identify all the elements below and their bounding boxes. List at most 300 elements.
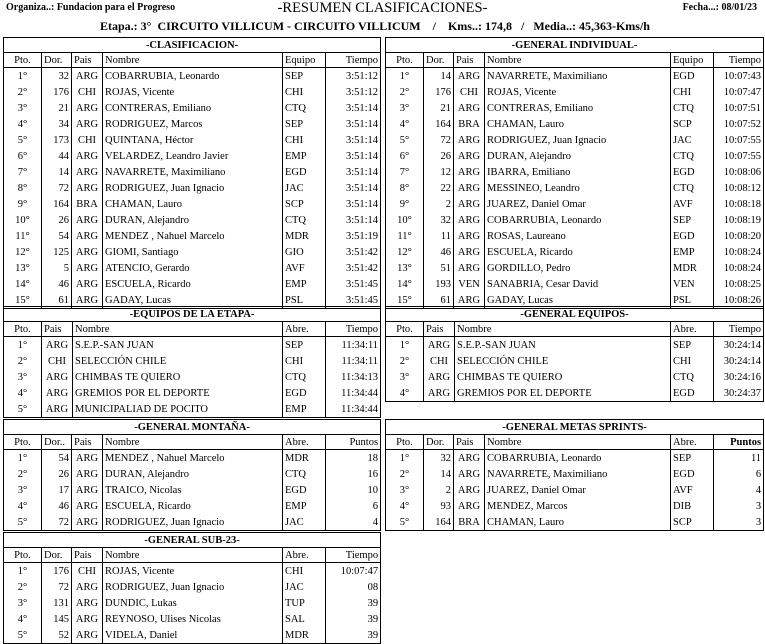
table-cell: CHI — [42, 353, 73, 369]
table-cell: 30:24:16 — [714, 369, 764, 385]
table-cell: CTQ — [283, 212, 326, 228]
table-cell: 10 — [326, 482, 381, 498]
table-cell: 5 — [42, 260, 72, 276]
column-header: Nombre — [73, 322, 283, 337]
table-cell: 2° — [386, 353, 424, 369]
table-cell: TRAICO, Nicolas — [103, 482, 283, 498]
table-cell: ATENCIO, Gerardo — [103, 260, 283, 276]
column-header: Tiempo — [326, 548, 381, 563]
table-row — [386, 260, 764, 276]
table-cell: MDR — [283, 450, 326, 467]
table-cell: ARG — [454, 164, 485, 180]
table-cell: IBARRA, Emiliano — [485, 164, 671, 180]
table-cell: 39 — [326, 595, 381, 611]
table-cell: ARG — [72, 228, 103, 244]
column-header: Pto. — [386, 435, 424, 450]
table-cell: SCP — [671, 116, 714, 132]
table-cell: 3° — [4, 595, 42, 611]
column-header: Pais — [72, 53, 103, 68]
column-header: Tiempo — [714, 322, 764, 337]
table-row — [4, 212, 381, 228]
table-row — [4, 450, 381, 467]
column-header: Pais — [72, 435, 103, 450]
table-cell: 3° — [386, 482, 424, 498]
table-cell: AVF — [283, 260, 326, 276]
table-row — [4, 260, 381, 276]
section-title: -GENERAL METAS SPRINTS- — [386, 420, 764, 435]
stage-sep: / — [432, 19, 436, 33]
column-header: Dor.. — [42, 435, 72, 450]
table-cell: CTQ — [283, 466, 326, 482]
table-cell: EGD — [283, 164, 326, 180]
table-cell: 3° — [386, 369, 424, 385]
table-cell: 3° — [4, 100, 42, 116]
table-cell: MENDEZ, Marcos — [485, 498, 671, 514]
column-header: Pais — [454, 53, 485, 68]
table-cell: JAC — [283, 579, 326, 595]
table-cell: SEP — [671, 212, 714, 228]
table-cell: TUP — [283, 595, 326, 611]
table-cell: 10° — [4, 212, 42, 228]
table-row — [4, 164, 381, 180]
table-cell: 3:51:42 — [326, 244, 381, 260]
column-header: Nombre — [485, 53, 671, 68]
table-row — [386, 132, 764, 148]
table-cell: 3:51:14 — [326, 164, 381, 180]
column-header: Puntos — [714, 435, 764, 450]
table-cell: 46 — [42, 276, 72, 292]
table-cell: JAC — [671, 132, 714, 148]
table-cell: ESCUELA, Ricardo — [103, 276, 283, 292]
table-row — [386, 116, 764, 132]
table-cell: ARG — [72, 595, 103, 611]
table-cell: JAC — [283, 180, 326, 196]
date-label: Fecha...: 08/01/23 — [682, 2, 757, 13]
table-cell: CHIMBAS TE QUIERO — [73, 369, 283, 385]
table-cell: EMP — [283, 498, 326, 514]
table-cell: 8° — [4, 180, 42, 196]
column-header: Abre. — [283, 548, 326, 563]
table-cell: 14° — [386, 276, 424, 292]
column-header: Pais — [72, 548, 103, 563]
table-cell: 15° — [386, 292, 424, 309]
table-cell: 10:08:19 — [714, 212, 764, 228]
table-cell: SANABRIA, Cesar David — [485, 276, 671, 292]
table-cell: 11° — [386, 228, 424, 244]
table-cell: 14° — [4, 276, 42, 292]
table-cell: GIO — [283, 244, 326, 260]
column-header: Dor. — [42, 548, 72, 563]
table-cell: 15° — [4, 292, 42, 309]
table-cell: ARG — [72, 116, 103, 132]
table-row — [4, 482, 381, 498]
column-header: Dor. — [424, 435, 454, 450]
table-cell: 1° — [386, 68, 424, 85]
table-row — [4, 563, 381, 580]
table-row — [386, 180, 764, 196]
table-cell: DURAN, Alejandro — [485, 148, 671, 164]
table-cell: 1° — [386, 450, 424, 467]
table-cell: 7° — [386, 164, 424, 180]
table-row — [4, 100, 381, 116]
table-cell: 30:24:37 — [714, 385, 764, 402]
table-cell: 72 — [42, 180, 72, 196]
table-cell: S.E.P.-SAN JUAN — [73, 337, 283, 354]
table-cell: AVF — [671, 482, 714, 498]
table-cell: COBARRUBIA, Leonardo — [485, 450, 671, 467]
table-cell: 4° — [386, 385, 424, 402]
table-cell: EMP — [283, 148, 326, 164]
table-row — [386, 196, 764, 212]
table-cell: 10:08:06 — [714, 164, 764, 180]
table-cell: MDR — [671, 260, 714, 276]
table-cell: 2 — [424, 482, 454, 498]
table-cell: ARG — [42, 337, 73, 354]
table-row — [386, 369, 764, 385]
table-cell: GADAY, Lucas — [485, 292, 671, 309]
table-cell: RODRIGUEZ, Juan Ignacio — [103, 579, 283, 595]
table-cell: ARG — [454, 228, 485, 244]
table-cell: CTQ — [671, 148, 714, 164]
table-cell: PSL — [283, 292, 326, 309]
table-cell: COBARRUBIA, Leonardo — [103, 68, 283, 85]
table-cell: 18 — [326, 450, 381, 467]
table-cell: 7° — [4, 164, 42, 180]
table-cell: 12° — [386, 244, 424, 260]
table-cell: 3:51:45 — [326, 292, 381, 309]
table-cell: 39 — [326, 627, 381, 644]
table-cell: MENDEZ , Nahuel Marcelo — [103, 228, 283, 244]
table-cell: 14 — [424, 466, 454, 482]
column-header: Abre. — [283, 322, 326, 337]
table-cell: 2° — [386, 84, 424, 100]
table-cell: 30:24:14 — [714, 353, 764, 369]
table-cell: VEN — [671, 276, 714, 292]
table-cell: VELARDEZ, Leandro Javier — [103, 148, 283, 164]
table-row — [4, 148, 381, 164]
table-cell: ARG — [72, 450, 103, 467]
table-cell: 1° — [386, 337, 424, 354]
table-cell: CHI — [454, 84, 485, 100]
table-row — [386, 450, 764, 467]
table-cell: S.E.P.-SAN JUAN — [455, 337, 671, 354]
table-cell: 21 — [424, 100, 454, 116]
column-header: Tiempo — [326, 322, 381, 337]
table-cell: ARG — [42, 385, 73, 401]
table-cell: 164 — [424, 116, 454, 132]
column-header: Equipo — [671, 53, 714, 68]
general-individual-table — [385, 37, 764, 309]
section-title: -GENERAL INDIVIDUAL- — [386, 38, 764, 53]
table-cell: 34 — [42, 116, 72, 132]
table-cell: CTQ — [671, 180, 714, 196]
table-cell: 10:08:20 — [714, 228, 764, 244]
table-cell: 1° — [4, 68, 42, 85]
table-cell: DUNDIC, Lukas — [103, 595, 283, 611]
table-cell: 46 — [424, 244, 454, 260]
table-cell: 10:07:47 — [714, 84, 764, 100]
table-cell: 11:34:11 — [326, 337, 381, 354]
table-cell: 3:51:14 — [326, 212, 381, 228]
table-cell: 26 — [42, 212, 72, 228]
table-cell: QUINTANA, Héctor — [103, 132, 283, 148]
table-cell: 10:08:25 — [714, 276, 764, 292]
table-cell: ARG — [72, 292, 103, 309]
table-cell: CHI — [671, 84, 714, 100]
table-cell: 1° — [4, 337, 42, 354]
table-cell: CHI — [283, 353, 326, 369]
table-cell: CHI — [72, 84, 103, 100]
table-cell: 9° — [4, 196, 42, 212]
column-header: Abre. — [283, 435, 326, 450]
table-cell: 10:07:51 — [714, 100, 764, 116]
table-cell: CHI — [72, 132, 103, 148]
column-header: Tiempo — [714, 53, 764, 68]
table-cell: DURAN, Alejandro — [103, 212, 283, 228]
table-cell: 26 — [424, 148, 454, 164]
table-cell: 26 — [42, 466, 72, 482]
stage-kms: Kms..: 174,8 — [447, 19, 512, 33]
table-cell: 10:07:52 — [714, 116, 764, 132]
general-montana-table — [3, 419, 381, 531]
table-cell: CTQ — [283, 100, 326, 116]
table-row — [386, 68, 764, 85]
table-cell: 21 — [42, 100, 72, 116]
table-cell: CHI — [283, 84, 326, 100]
table-cell: REYNOSO, Ulises Nicolas — [103, 611, 283, 627]
table-cell: 11:34:13 — [326, 369, 381, 385]
general-equipos-table — [385, 306, 764, 402]
table-row — [4, 132, 381, 148]
table-cell: 2° — [4, 466, 42, 482]
table-cell: 10:08:26 — [714, 292, 764, 309]
table-cell: SELECCIÓN CHILE — [73, 353, 283, 369]
table-cell: GIOMI, Santiago — [103, 244, 283, 260]
table-cell: 3:51:12 — [326, 68, 381, 85]
table-cell: SEP — [671, 450, 714, 467]
table-cell: 3:51:14 — [326, 196, 381, 212]
table-cell: CTQ — [283, 369, 326, 385]
table-cell: JUAREZ, Daniel Omar — [485, 482, 671, 498]
table-cell: 176 — [42, 563, 72, 580]
table-cell: 3:51:14 — [326, 116, 381, 132]
table-cell: SELECCIÓN CHILE — [455, 353, 671, 369]
table-cell: ROJAS, Vicente — [485, 84, 671, 100]
table-cell: 8° — [386, 180, 424, 196]
column-header: Dor. — [42, 53, 72, 68]
table-cell: CHI — [424, 353, 455, 369]
table-cell: SCP — [671, 514, 714, 531]
table-cell: SEP — [283, 337, 326, 354]
table-cell: BRA — [72, 196, 103, 212]
table-cell: 3:51:42 — [326, 260, 381, 276]
table-cell: 1° — [4, 450, 42, 467]
table-cell: DURAN, Alejandro — [103, 466, 283, 482]
section-title: -GENERAL SUB-23- — [4, 533, 381, 548]
stage-sep-2: / — [520, 19, 525, 33]
column-header: Nombre — [103, 53, 283, 68]
table-cell: VEN — [454, 276, 485, 292]
table-cell: ARG — [72, 164, 103, 180]
table-cell: 44 — [42, 148, 72, 164]
table-cell: JUAREZ, Daniel Omar — [485, 196, 671, 212]
table-cell: 3 — [714, 498, 764, 514]
table-cell: 5° — [4, 514, 42, 531]
table-cell: ARG — [72, 212, 103, 228]
table-cell: 5° — [4, 401, 42, 418]
table-cell: 3:51:45 — [326, 276, 381, 292]
equipos-etapa-table — [3, 306, 381, 418]
table-row — [386, 212, 764, 228]
table-cell: 3° — [4, 482, 42, 498]
table-cell: 72 — [424, 132, 454, 148]
table-cell: EGD — [671, 68, 714, 85]
table-cell: ARG — [72, 466, 103, 482]
table-cell: ARG — [72, 260, 103, 276]
table-row — [386, 498, 764, 514]
table-cell: SAL — [283, 611, 326, 627]
column-header: Nombre — [103, 548, 283, 563]
table-cell: 6 — [326, 498, 381, 514]
table-cell: 2° — [4, 84, 42, 100]
table-cell: 5° — [386, 132, 424, 148]
general-metas-sprints-table — [385, 419, 764, 531]
table-cell: 14 — [424, 68, 454, 85]
table-cell: 61 — [42, 292, 72, 309]
table-cell: SEP — [671, 337, 714, 354]
table-row — [386, 514, 764, 531]
table-cell: EGD — [671, 466, 714, 482]
table-cell: 10:08:18 — [714, 196, 764, 212]
table-cell: ARG — [72, 100, 103, 116]
table-cell: SEP — [283, 68, 326, 85]
table-cell: 4° — [386, 116, 424, 132]
table-row — [386, 148, 764, 164]
table-cell: CHAMAN, Lauro — [485, 514, 671, 531]
table-cell: 13° — [4, 260, 42, 276]
table-row — [4, 196, 381, 212]
table-cell: 3:51:19 — [326, 228, 381, 244]
table-row — [4, 244, 381, 260]
table-row — [386, 276, 764, 292]
table-row — [386, 164, 764, 180]
table-cell: CHI — [671, 353, 714, 369]
table-cell: CHI — [283, 563, 326, 580]
table-cell: 3:51:14 — [326, 180, 381, 196]
table-cell: ARG — [454, 100, 485, 116]
table-cell: 4 — [714, 482, 764, 498]
section-title: -GENERAL MONTAÑA- — [4, 420, 381, 435]
column-header: Pto. — [4, 548, 42, 563]
table-cell: ARG — [454, 450, 485, 467]
table-cell: NAVARRETE, Maximiliano — [485, 466, 671, 482]
table-cell: ARG — [72, 276, 103, 292]
table-cell: PSL — [671, 292, 714, 309]
table-row — [4, 466, 381, 482]
table-cell: RODRIGUEZ, Juan Ignacio — [103, 180, 283, 196]
table-cell: ARG — [454, 498, 485, 514]
table-cell: 51 — [424, 260, 454, 276]
table-row — [386, 244, 764, 260]
table-cell: 5° — [386, 514, 424, 531]
column-header: Equipo — [283, 53, 326, 68]
table-cell: 10:08:12 — [714, 180, 764, 196]
table-cell: ARG — [454, 292, 485, 309]
table-cell: EGD — [671, 164, 714, 180]
column-header: Pto. — [4, 322, 42, 337]
table-cell: MENDEZ , Nahuel Marcelo — [103, 450, 283, 467]
table-row — [4, 595, 381, 611]
table-cell: ARG — [72, 482, 103, 498]
column-header: Puntos — [326, 435, 381, 450]
column-header: Tiempo — [326, 53, 381, 68]
table-cell: CONTRERAS, Emiliano — [103, 100, 283, 116]
column-header: Nombre — [455, 322, 671, 337]
table-cell: EMP — [283, 276, 326, 292]
table-cell: 46 — [42, 498, 72, 514]
table-cell: MDR — [283, 627, 326, 644]
table-cell: ESCUELA, Ricardo — [485, 244, 671, 260]
table-row — [4, 337, 381, 354]
table-row — [4, 627, 381, 644]
table-cell: 39 — [326, 611, 381, 627]
table-cell: 4° — [4, 116, 42, 132]
table-cell: VIDELA, Daniel — [103, 627, 283, 644]
table-row — [386, 385, 764, 402]
table-cell: 16 — [326, 466, 381, 482]
table-cell: RODRIGUEZ, Juan Ignacio — [485, 132, 671, 148]
table-row — [4, 353, 381, 369]
table-cell: 176 — [42, 84, 72, 100]
table-cell: ESCUELA, Ricardo — [103, 498, 283, 514]
table-cell: EGD — [671, 385, 714, 402]
table-cell: 1° — [4, 563, 42, 580]
table-row — [386, 84, 764, 100]
table-cell: ARG — [454, 244, 485, 260]
table-cell: 17 — [42, 482, 72, 498]
table-cell: ROJAS, Vicente — [103, 84, 283, 100]
table-cell: RODRIGUEZ, Juan Ignacio — [103, 514, 283, 531]
table-cell: 11 — [424, 228, 454, 244]
table-cell: ARG — [72, 627, 103, 644]
table-cell: 3° — [4, 369, 42, 385]
column-header: Abre. — [671, 322, 714, 337]
table-cell: 5° — [4, 627, 42, 644]
table-cell: ARG — [72, 514, 103, 531]
table-row — [4, 514, 381, 531]
table-cell: NAVARRETE, Maximiliano — [103, 164, 283, 180]
table-cell: 30:24:14 — [714, 337, 764, 354]
table-cell: ARG — [72, 180, 103, 196]
table-cell: 2 — [424, 196, 454, 212]
table-row — [4, 385, 381, 401]
table-cell: 6 — [714, 466, 764, 482]
table-cell: 10° — [386, 212, 424, 228]
table-row — [386, 353, 764, 369]
table-row — [4, 180, 381, 196]
column-header: Pto. — [386, 322, 424, 337]
table-cell: 4° — [386, 498, 424, 514]
table-cell: 14 — [42, 164, 72, 180]
table-cell: 164 — [424, 514, 454, 531]
table-cell: SCP — [283, 196, 326, 212]
table-cell: EMP — [671, 244, 714, 260]
table-cell: COBARRUBIA, Leonardo — [485, 212, 671, 228]
table-cell: ARG — [42, 401, 73, 418]
table-cell: ARG — [72, 68, 103, 85]
table-cell: ARG — [454, 196, 485, 212]
general-sub23-table — [3, 532, 381, 644]
